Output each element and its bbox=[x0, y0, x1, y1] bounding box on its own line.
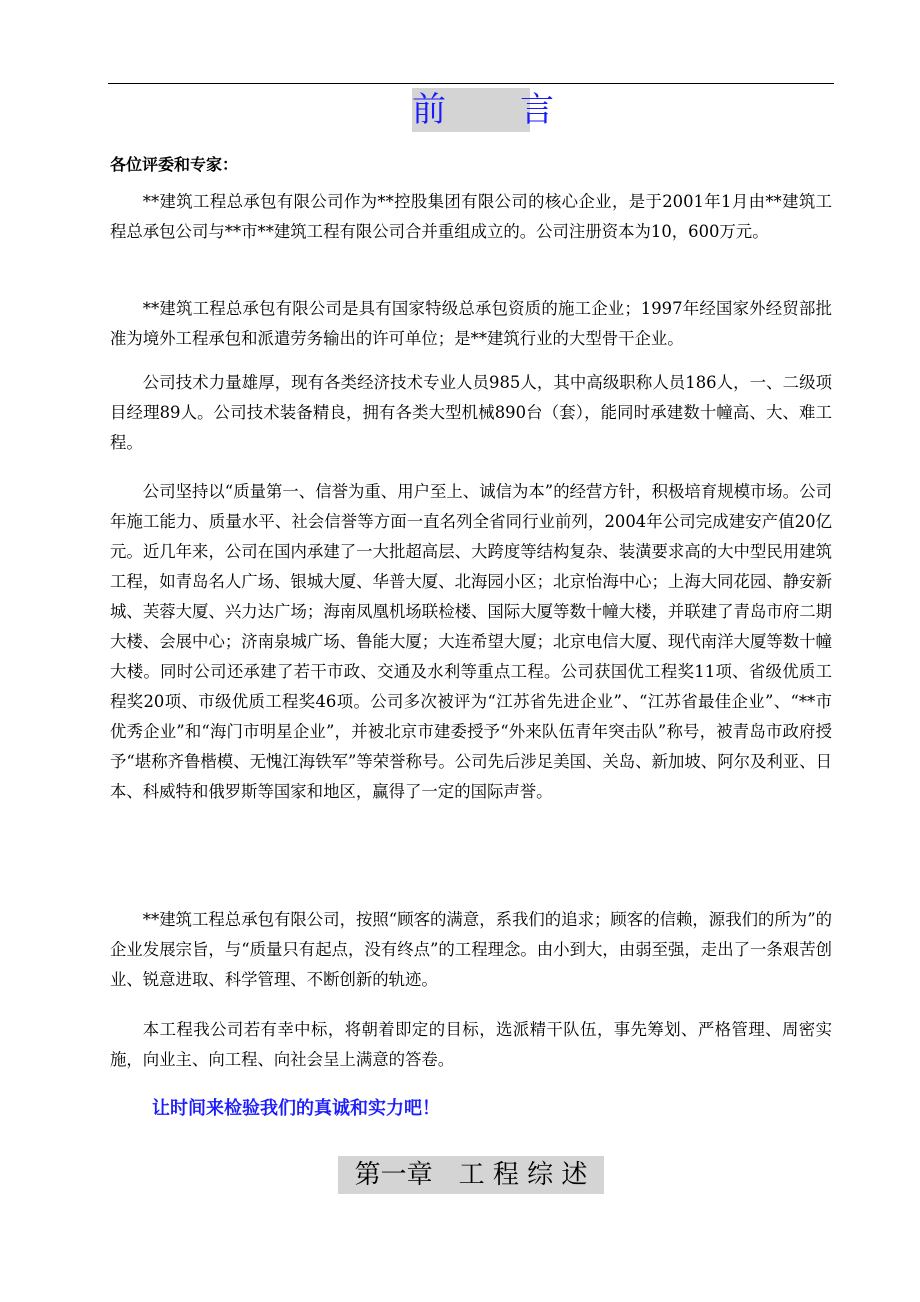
page-title: 前 言 bbox=[412, 90, 556, 130]
paragraph-5: **建筑工程总承包有限公司，按照“顾客的满意，系我们的追求；顾客的信赖，源我们的所为”的企业发展宗旨，与“质量只有起点，没有终点”的工程理念。由小到大，由弱至强，走出了一条艰苦创业、锐意进取、科学管理、不断创新的轨迹。 bbox=[110, 910, 832, 989]
chapter-heading: 第一章 工 程 综 述 bbox=[338, 1156, 604, 1194]
paragraph-2: **建筑工程总承包有限公司是具有国家特级总承包资质的施工企业；1997年经国家外经贸部批准为境外工程承包和派遣劳务输出的许可单位；是**建筑行业的大型骨干企业。 bbox=[110, 299, 832, 348]
paragraph-3: 公司技术力量雄厚，现有各类经济技术专业人员985人，其中高级职称人员186人，一、二级项目经理89人。公司技术装备精良，拥有各类大型机械890台（套），能同时承建数十幢高、大、难工程。 bbox=[110, 373, 832, 452]
paragraph-4: 公司坚持以“质量第一、信誉为重、用户至上、诚信为本”的经营方针，积极培育规模市场。公司年施工能力、质量水平、社会信誉等方面一直名列全省同行业前列，2004年公司完成建安产值20亿元。近几年来，公司在国内承建了一大批超高层、大跨度等结构复杂、装潢要求高的大中型民用建筑工程，如青岛名人广场、银城大厦、华普大厦、北海园小区；北京怡海中心；上海大同花园、静安新城、芙蓉大厦、兴力达广场；海南凤凰机场联检楼、国际大厦等数十幢大楼，并联建了青岛市府二期大楼、会展中心；济南泉城广场、鲁能大厦；大连希望大厦；北京电信大厦、现代南洋大厦等数十幢大楼。同时公司还承建了若干市政、交通及水利等重点工程。公司获国优工程奖11项、省级优质工程奖20项、市级优质工程奖46项。公司多次被评为“江苏省先进企业”、“江苏省最佳企业”、“**市优秀企业”和“海门市明星企业”，并被北京市建委授予“外来队伍青年突击队”称号，被青岛市政府授予“堪称齐鲁楷模、无愧江海铁军”等荣誉称号。公司先后涉足美国、关岛、新加坡、阿尔及利亚、日本、科威特和俄罗斯等国家和地区，赢得了一定的国际声誉。 bbox=[110, 482, 832, 801]
paragraph-1: **建筑工程总承包有限公司作为**控股集团有限公司的核心企业，是于2001年1月由**建筑工程总承包公司与**市**建筑工程有限公司合并重组成立的。公司注册资本为10，600万元。 bbox=[110, 192, 832, 241]
paragraph-6: 本工程我公司若有幸中标，将朝着即定的目标，选派精干队伍，事先筹划、严格管理、周密实施，向业主、向工程、向社会呈上满意的答卷。 bbox=[110, 1020, 832, 1069]
salutation: 各位评委和专家： bbox=[110, 155, 239, 174]
header-rule bbox=[108, 83, 834, 84]
slogan: 让时间来检验我们的真诚和实力吧！ bbox=[152, 1098, 440, 1119]
